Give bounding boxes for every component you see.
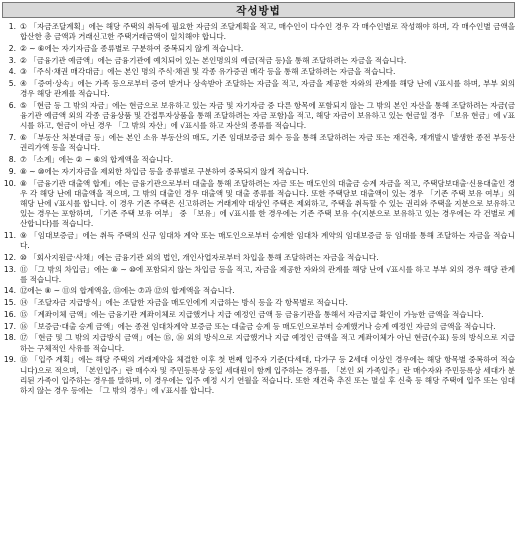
item-number: 18. <box>3 333 16 343</box>
item-text: ⑧ 「금융기관 대출액 합계」에는 금융기관으로부터 대출을 통해 조달하려는 자금 또는 매도인의 대출금 승계 자금을 적고, 주택담보대출·신용대출인 경우 각 해당 난에 대출액을 적으며, 그 밖의 대출인 경우 대출액 및 대출 종류를 적습니다. 또한 주택담보 대출액이 있는 경우 「기존 주택 보유 여부」의 해당 난에 √표시를 합니다. 이 경우 기존 주택은 신고하려는 거래계약 대상인 주택은 제외하고, 주택을 취득할 수 있는 권리와 주택을 지분으로 보유하고 있는 경우는 포함하며, 「기존 주택 보유 여부」 중 「보유」에 √표시를 한 경우에는 기존 주택 보유 수(지분으로 보유하고 있는 경우에는 각 건별로 계산합니다)를 적습니다. <box>20 178 515 229</box>
item-number: 3. <box>8 55 16 65</box>
item-text: ④ 「증여·상속」에는 가족 등으로부터 증여 받거나 상속받아 조달하는 자금을 적고, 자금을 제공한 자와의 관계를 해당 난에 √표시를 하며, 부부 외의 경우 해당 관계를 적습니다. <box>20 79 515 99</box>
item-number: 8. <box>8 155 16 165</box>
list-item <box>2 167 515 177</box>
item-number: 19. <box>3 355 16 365</box>
list-item <box>2 133 515 153</box>
item-text: ⑫에는 ⑧ ~ ⑪의 합계액을, ⑬에는 ⑦과 ⑫의 합계액을 적습니다. <box>20 286 235 296</box>
item-number: 12. <box>3 252 16 262</box>
list-item <box>2 56 515 66</box>
item-text: ⑯ 「보증금·대출 승계 금액」에는 종전 임대차계약 보증금 또는 대출금 승계 등 매도인으로부터 승계했거나 승계 예정인 자금의 금액을 적습니다. <box>20 321 496 331</box>
list-item <box>2 22 515 42</box>
list-item <box>2 333 515 353</box>
list-item <box>2 101 515 131</box>
item-text: ⑭ 「조달자금 지급방식」에는 조달한 자금을 매도인에게 지급하는 방식 등을 각 항목별로 적습니다. <box>20 298 348 308</box>
list-item <box>2 231 515 251</box>
list-item <box>2 298 515 308</box>
list-item <box>2 265 515 285</box>
item-text: ⑤ 「현금 등 그 밖의 자금」에는 현금으로 보유하고 있는 자금 및 자기자금 중 다른 항목에 포함되지 않는 그 밖의 본인 자산을 통해 조달하려는 자금(금융기관 예금액 외의 각종 금융상품 및 간접투자상품을 통해 조달하려는 자금 포함)을 적고, 해당 자금이 보유하고 있는 현금일 경우 「보유 현금」에 √표시를 하고, 현금이 아닌 경우 「그 밖의 자산」에 √표시를 하고 자산의 종류를 적습니다. <box>20 101 515 131</box>
instruction-list <box>2 22 515 396</box>
item-number: 2. <box>8 43 16 53</box>
item-number: 15. <box>3 298 16 308</box>
item-text: ⑪ 「그 밖의 차입금」에는 ⑧ ~ ⑩에 포함되지 않는 차입금 등을 적고, 자금을 제공한 자와의 관계를 해당 난에 √표시를 하고 부부 외의 경우 해당 관계를 적습니다. <box>20 264 515 284</box>
item-text: ⑨ 「임대보증금」에는 취득 주택의 신규 임대차 계약 또는 매도인으로부터 승계한 임대차 계약의 임대보증금 등 임대를 통해 조달하는 자금을 적습니다. <box>20 230 515 251</box>
list-item <box>2 155 515 165</box>
item-number: 10. <box>3 178 16 188</box>
item-text: ⑱ 「입주 계획」에는 해당 주택의 거래계약을 체결한 이후 첫 번째 입주자 기준(다세대, 다가구 등 2세대 이상인 경우에는 해당 항목별 중복하여 적습니다)으로 적으며, 「본인입주」란 매수자 및 주민등록상 동일 세대원이 함께 입주하는 경우를, 「본인 외 가족입주」란 매수자와 주민등록상 세대가 분리된 가족이 입주하는 경우를 말하며, 이 경우에는 입주 예정 시기 연월을 적습니다. 또한 재건축 추진 또는 멸실 후 신축 등 해당 주택에 입주 또는 임대하지 않는 경우 등에는 「그 밖의 경우」에 √표시를 합니다. <box>20 355 515 395</box>
item-text: ② 「금융기관 예금액」에는 금융기관에 예치되어 있는 본인명의의 예금(적금 등)을 통해 조달하려는 자금을 적습니다. <box>20 55 407 65</box>
item-number: 13. <box>3 264 16 274</box>
list-item <box>2 355 515 396</box>
item-text: ③ 「주식·채권 매각대금」에는 본인 명의 주식·채권 및 각종 유가증권 매각 등을 통해 조달하려는 자금을 적습니다. <box>20 67 396 77</box>
item-text: ② ~ ⑥에는 자기자금을 종류별로 구분하여 중복되지 않게 적습니다. <box>20 43 244 53</box>
item-text: ⑥ 「부동산 처분대금 등」에는 본인 소유 부동산의 매도, 기존 임대보증금 회수 등을 통해 조달하려는 자금 또는 재건축, 재개발시 발생한 종전 부동산 권리가액 등을 적습니다. <box>20 133 515 153</box>
list-item <box>2 310 515 320</box>
list-item <box>2 286 515 296</box>
item-text: ⑧ ~ ⑩에는 자기자금을 제외한 차입금 등을 종류별로 구분하여 중복되지 않게 적습니다. <box>20 166 309 176</box>
item-text: ① 「자금조달계획」에는 해당 주택의 취득에 필요한 자금의 조달계획을 적고, 매수인이 다수인 경우 각 매수인별로 작성해야 하며, 각 매수인별 금액을 합산한 총 금액과 거래신고한 주택거래금액이 일치해야 합니다. <box>20 22 515 42</box>
item-number: 5. <box>8 79 16 89</box>
page-title: 작성방법 <box>236 4 281 17</box>
item-text: ⑮ 「계좌이체 금액」에는 금융기관 계좌이체로 지급했거나 지급 예정인 금액 등 금융기관을 통해서 자금지급 확인이 가능한 금액을 적습니다. <box>20 309 484 319</box>
item-number: 11. <box>3 230 16 240</box>
title-bar <box>2 2 515 18</box>
item-number: 17. <box>3 321 16 331</box>
item-text: ⑦ 「소계」에는 ② ~ ⑥의 합계액을 적습니다. <box>20 155 173 165</box>
item-number: 4. <box>8 67 16 77</box>
item-number: 7. <box>8 133 16 143</box>
item-number: 6. <box>8 101 16 111</box>
item-text: ⑩ 「회사지원금·사채」에는 금융기관 외의 법인, 개인사업자로부터 차입을 통해 조달하려는 자금을 적습니다. <box>20 252 379 262</box>
item-number: 14. <box>3 286 16 296</box>
document-page <box>2 2 515 529</box>
list-item <box>2 67 515 77</box>
item-number: 9. <box>8 166 16 176</box>
item-text: ⑰ 「현금 및 그 밖의 지급방식 금액」에는 ⑮, ⑯ 외의 방식으로 지급했거나 지급 예정인 금액을 적고 계좌이체가 아닌 현금(수표) 등의 방식으로 지급하는 구체적인 사유를 적습니다. <box>20 333 515 353</box>
list-item <box>2 179 515 230</box>
item-number: 16. <box>3 309 16 319</box>
item-number: 1. <box>8 22 16 31</box>
list-item <box>2 322 515 332</box>
list-item <box>2 253 515 263</box>
list-item <box>2 44 515 54</box>
list-item <box>2 79 515 99</box>
